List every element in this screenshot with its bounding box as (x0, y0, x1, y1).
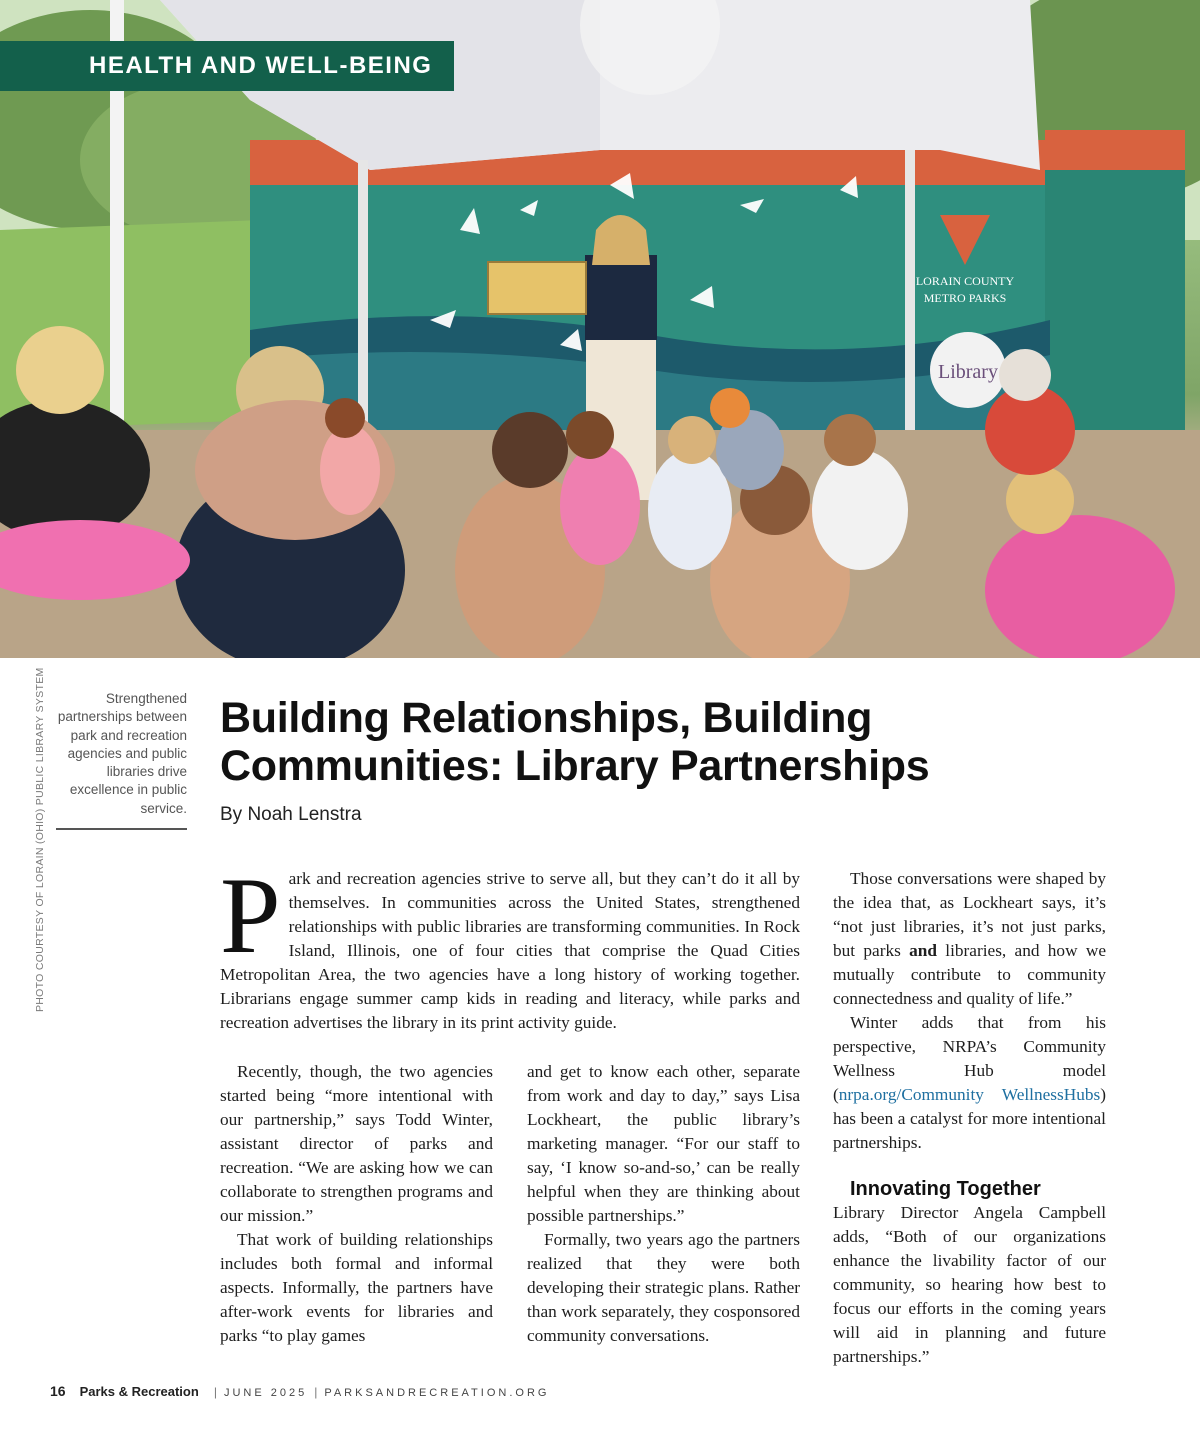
subhead: Innovating Together (850, 1178, 1041, 1200)
article-deck: Strengthened partnerships between park and recreation agencies and public libraries drive excellence in public service. (56, 690, 187, 830)
body-paragraph: Those conversations were shaped by the idea that, as Lockheart says, it’s “not just libraries, it’s not just parks, but parks and libraries, and how we mutually contribute to community connectedness and quality of life.” (833, 869, 1107, 1008)
page-footer (50, 1383, 549, 1403)
hero-photo (0, 0, 1200, 658)
website[interactable]: PARKSANDRECREATION.ORG (324, 1387, 550, 1399)
section-tag: HEALTH AND WELL-BEING (0, 41, 454, 91)
body-paragraph: and get to know each other, separate from work and day to day,” says Lisa Lockheart, the public library’s marketing manager. “For our staff to say, ‘I know so-and-so,’ can be really helpful when they are thinking about possible partnerships.” (527, 1062, 800, 1225)
storytime-scene-illustration (0, 0, 1200, 658)
lead-text: ark and recreation agencies strive to serve all, but they can’t do it all by themselves. In communities across the United States, strengthened relationships with public libraries are transforming communities. In Rock Island, Illinois, one of four cities that comprise the Quad Cities Metropolitan Area, the two agencies have a long history of working together. Librarians engage summer camp kids in reading and literacy, while parks and recreation advertises the library in its print activity guide. (220, 869, 800, 1032)
library-logo-sign: Library (938, 361, 998, 383)
body-paragraph: Formally, two years ago the partners realized that they were both developing their strategic plans. Rather than work separately, they cosponsored community conversations. (527, 1230, 800, 1345)
body-paragraph: Library Director Angela Campbell adds, “Both of our organizations enhance the livability factor of our community, so hearing how best to focus our efforts in the coming years will aid in planning and future partnerships.” (833, 1203, 1106, 1366)
magazine-name: Parks & Recreation (79, 1384, 199, 1399)
container-sign: LORAIN COUNTY (915, 274, 1015, 288)
body-paragraph: That work of building relationships includes both formal and informal aspects. Informally, the partners have after-work events for libraries and parks “to play games (220, 1230, 493, 1345)
wellness-hubs-link[interactable]: nrpa.org/Community WellnessHubs (838, 1085, 1101, 1104)
lead-paragraph (220, 855, 800, 1035)
byline: By Noah Lenstra (220, 804, 362, 825)
photo-credit: PHOTO COURTESY OF LORAIN (OHIO) PUBLIC LIBRARY SYSTEM (34, 667, 46, 1012)
page-number: 16 (50, 1383, 66, 1399)
footer-separator: | (213, 1385, 217, 1399)
body-paragraph: Winter adds that from his perspective, NRPA’s Community Wellness Hub model (nrpa.org/Community WellnessHubs) has been a catalyst for more intentional partnerships. (833, 1013, 1106, 1152)
issue-date: JUNE 2025 (223, 1387, 308, 1399)
body-column-3 (833, 867, 1106, 1369)
article-headline: Building Relationships, Building Communities: Library Partnerships (220, 694, 930, 790)
container-sign-line2: METRO PARKS (923, 291, 1007, 305)
body-column-1 (220, 1060, 493, 1348)
footer-separator: | (314, 1385, 318, 1399)
emphasis-and: and (909, 941, 937, 960)
drop-cap: P (220, 855, 281, 976)
body-column-2 (527, 1060, 800, 1348)
body-paragraph: Recently, though, the two agencies started being “more intentional with our partnership,” says Todd Winter, assistant director of parks and recreation. “We are asking how we can collaborate to strengthen programs and our mission.” (220, 1062, 493, 1225)
